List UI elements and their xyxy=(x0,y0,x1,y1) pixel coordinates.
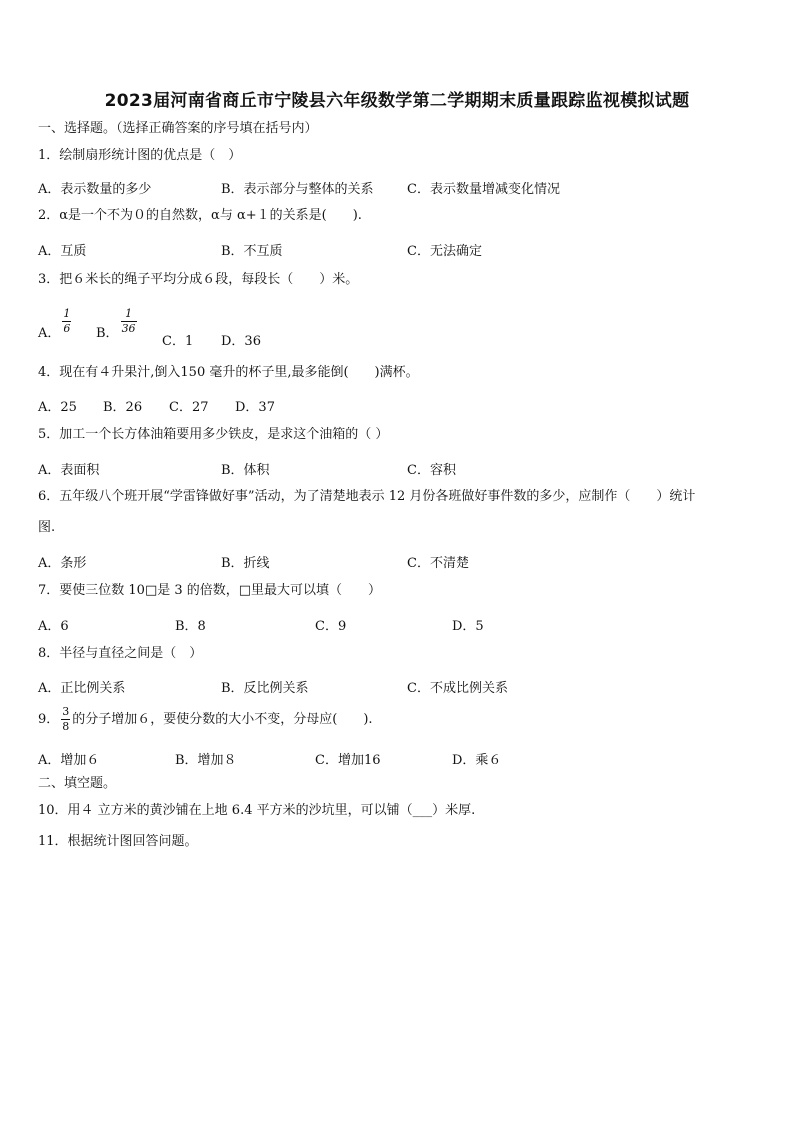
fraction-denominator: 8 xyxy=(62,720,70,733)
question-7-options xyxy=(38,615,758,633)
option-a: A．6 xyxy=(38,619,69,634)
option-a-label: A． xyxy=(38,326,61,341)
option-c: C．1 xyxy=(162,334,194,349)
question-3: 3．把６米长的绳子平均分成６段，每段长（ ）米。 xyxy=(38,272,359,287)
option-a: A．表面积 xyxy=(38,463,100,478)
option-c: C．表示数量增减变化情况 xyxy=(407,182,560,197)
question-9-options xyxy=(38,749,758,767)
option-c: C．27 xyxy=(169,400,209,415)
option-b: B．不互质 xyxy=(221,244,283,259)
question-11: 11．根据统计图回答问题。 xyxy=(38,834,198,849)
question-8: 8．半径与直径之间是（ ） xyxy=(38,646,203,661)
fraction-denominator: 6 xyxy=(63,322,71,335)
option-a xyxy=(38,307,73,341)
question-2-options xyxy=(38,240,758,258)
option-a: A．增加６ xyxy=(38,753,100,768)
option-a: A．条形 xyxy=(38,556,87,571)
option-c: C．不成比例关系 xyxy=(407,681,508,696)
question-9-fraction xyxy=(61,706,70,733)
option-b-fraction xyxy=(121,308,137,335)
question-3-options xyxy=(38,306,758,349)
section-fill-heading: 二、填空题。 xyxy=(38,776,117,791)
fraction-numerator: 1 xyxy=(63,307,71,320)
option-b: B．表示部分与整体的关系 xyxy=(221,182,374,197)
option-a: A．互质 xyxy=(38,244,87,259)
option-b: B．26 xyxy=(103,400,143,415)
option-d: D．乘６ xyxy=(452,753,502,768)
option-d: D．5 xyxy=(452,619,484,634)
option-c: C．无法确定 xyxy=(407,244,482,259)
question-1-options xyxy=(38,178,758,196)
fraction-numerator: 3 xyxy=(62,705,70,718)
question-6-line-1: 6．五年级八个班开展“学雷锋做好事”活动，为了清楚地表示 12 月份各班做好事件数的多少，应制作（ ）统计 xyxy=(38,489,696,504)
question-2: 2．α是一个不为０的自然数，α与 α+１的关系是( ). xyxy=(38,208,362,223)
question-9-number: 9． xyxy=(38,712,60,727)
option-c: C．不清楚 xyxy=(407,556,469,571)
question-8-options xyxy=(38,677,758,695)
option-a: A．正比例关系 xyxy=(38,681,126,696)
option-b: B．体积 xyxy=(221,463,270,478)
option-b-label: B． xyxy=(96,326,119,341)
page-title: 2023届河南省商丘市宁陵县六年级数学第二学期期末质量跟踪监视模拟试题 xyxy=(104,91,690,111)
option-b: B．增加８ xyxy=(175,753,237,768)
option-b: B．折线 xyxy=(221,556,270,571)
option-c: C．9 xyxy=(315,619,347,634)
option-b xyxy=(96,307,139,341)
option-b: B．反比例关系 xyxy=(221,681,309,696)
option-d: D．37 xyxy=(235,400,275,415)
question-5: 5．加工一个长方体油箱要用多少铁皮，是求这个油箱的（ ） xyxy=(38,427,389,442)
option-a: A．25 xyxy=(38,400,77,415)
question-4-options xyxy=(38,396,758,414)
option-a: A．表示数量的多少 xyxy=(38,182,152,197)
question-9 xyxy=(38,706,373,734)
question-6-options xyxy=(38,552,758,570)
fraction-numerator: 1 xyxy=(125,307,133,320)
option-c: C．增加16 xyxy=(315,753,381,768)
section-choice-heading: 一、选择题。（选择正确答案的序号填在括号内） xyxy=(38,121,318,136)
question-4: 4．现在有４升果汁,倒入150 毫升的杯子里,最多能倒( )满杯。 xyxy=(38,365,419,380)
option-a-fraction xyxy=(62,308,71,335)
question-6-line-2: 图. xyxy=(38,520,56,535)
question-1: 1．绘制扇形统计图的优点是（ ） xyxy=(38,148,242,163)
question-7: 7．要使三位数 10□是 3 的倍数，□里最大可以填（ ） xyxy=(38,583,382,598)
option-c: C．容积 xyxy=(407,463,456,478)
question-9-text: 的分子增加６，要使分数的大小不变，分母应( ). xyxy=(72,712,373,727)
question-10: 10．用４ 立方米的黄沙铺在上地 6.4 平方米的沙坑里，可以铺（___）米厚. xyxy=(38,803,476,818)
question-5-options xyxy=(38,459,758,477)
option-b: B．8 xyxy=(175,619,206,634)
fraction-denominator: 36 xyxy=(121,322,136,335)
option-d: D．36 xyxy=(221,334,261,349)
